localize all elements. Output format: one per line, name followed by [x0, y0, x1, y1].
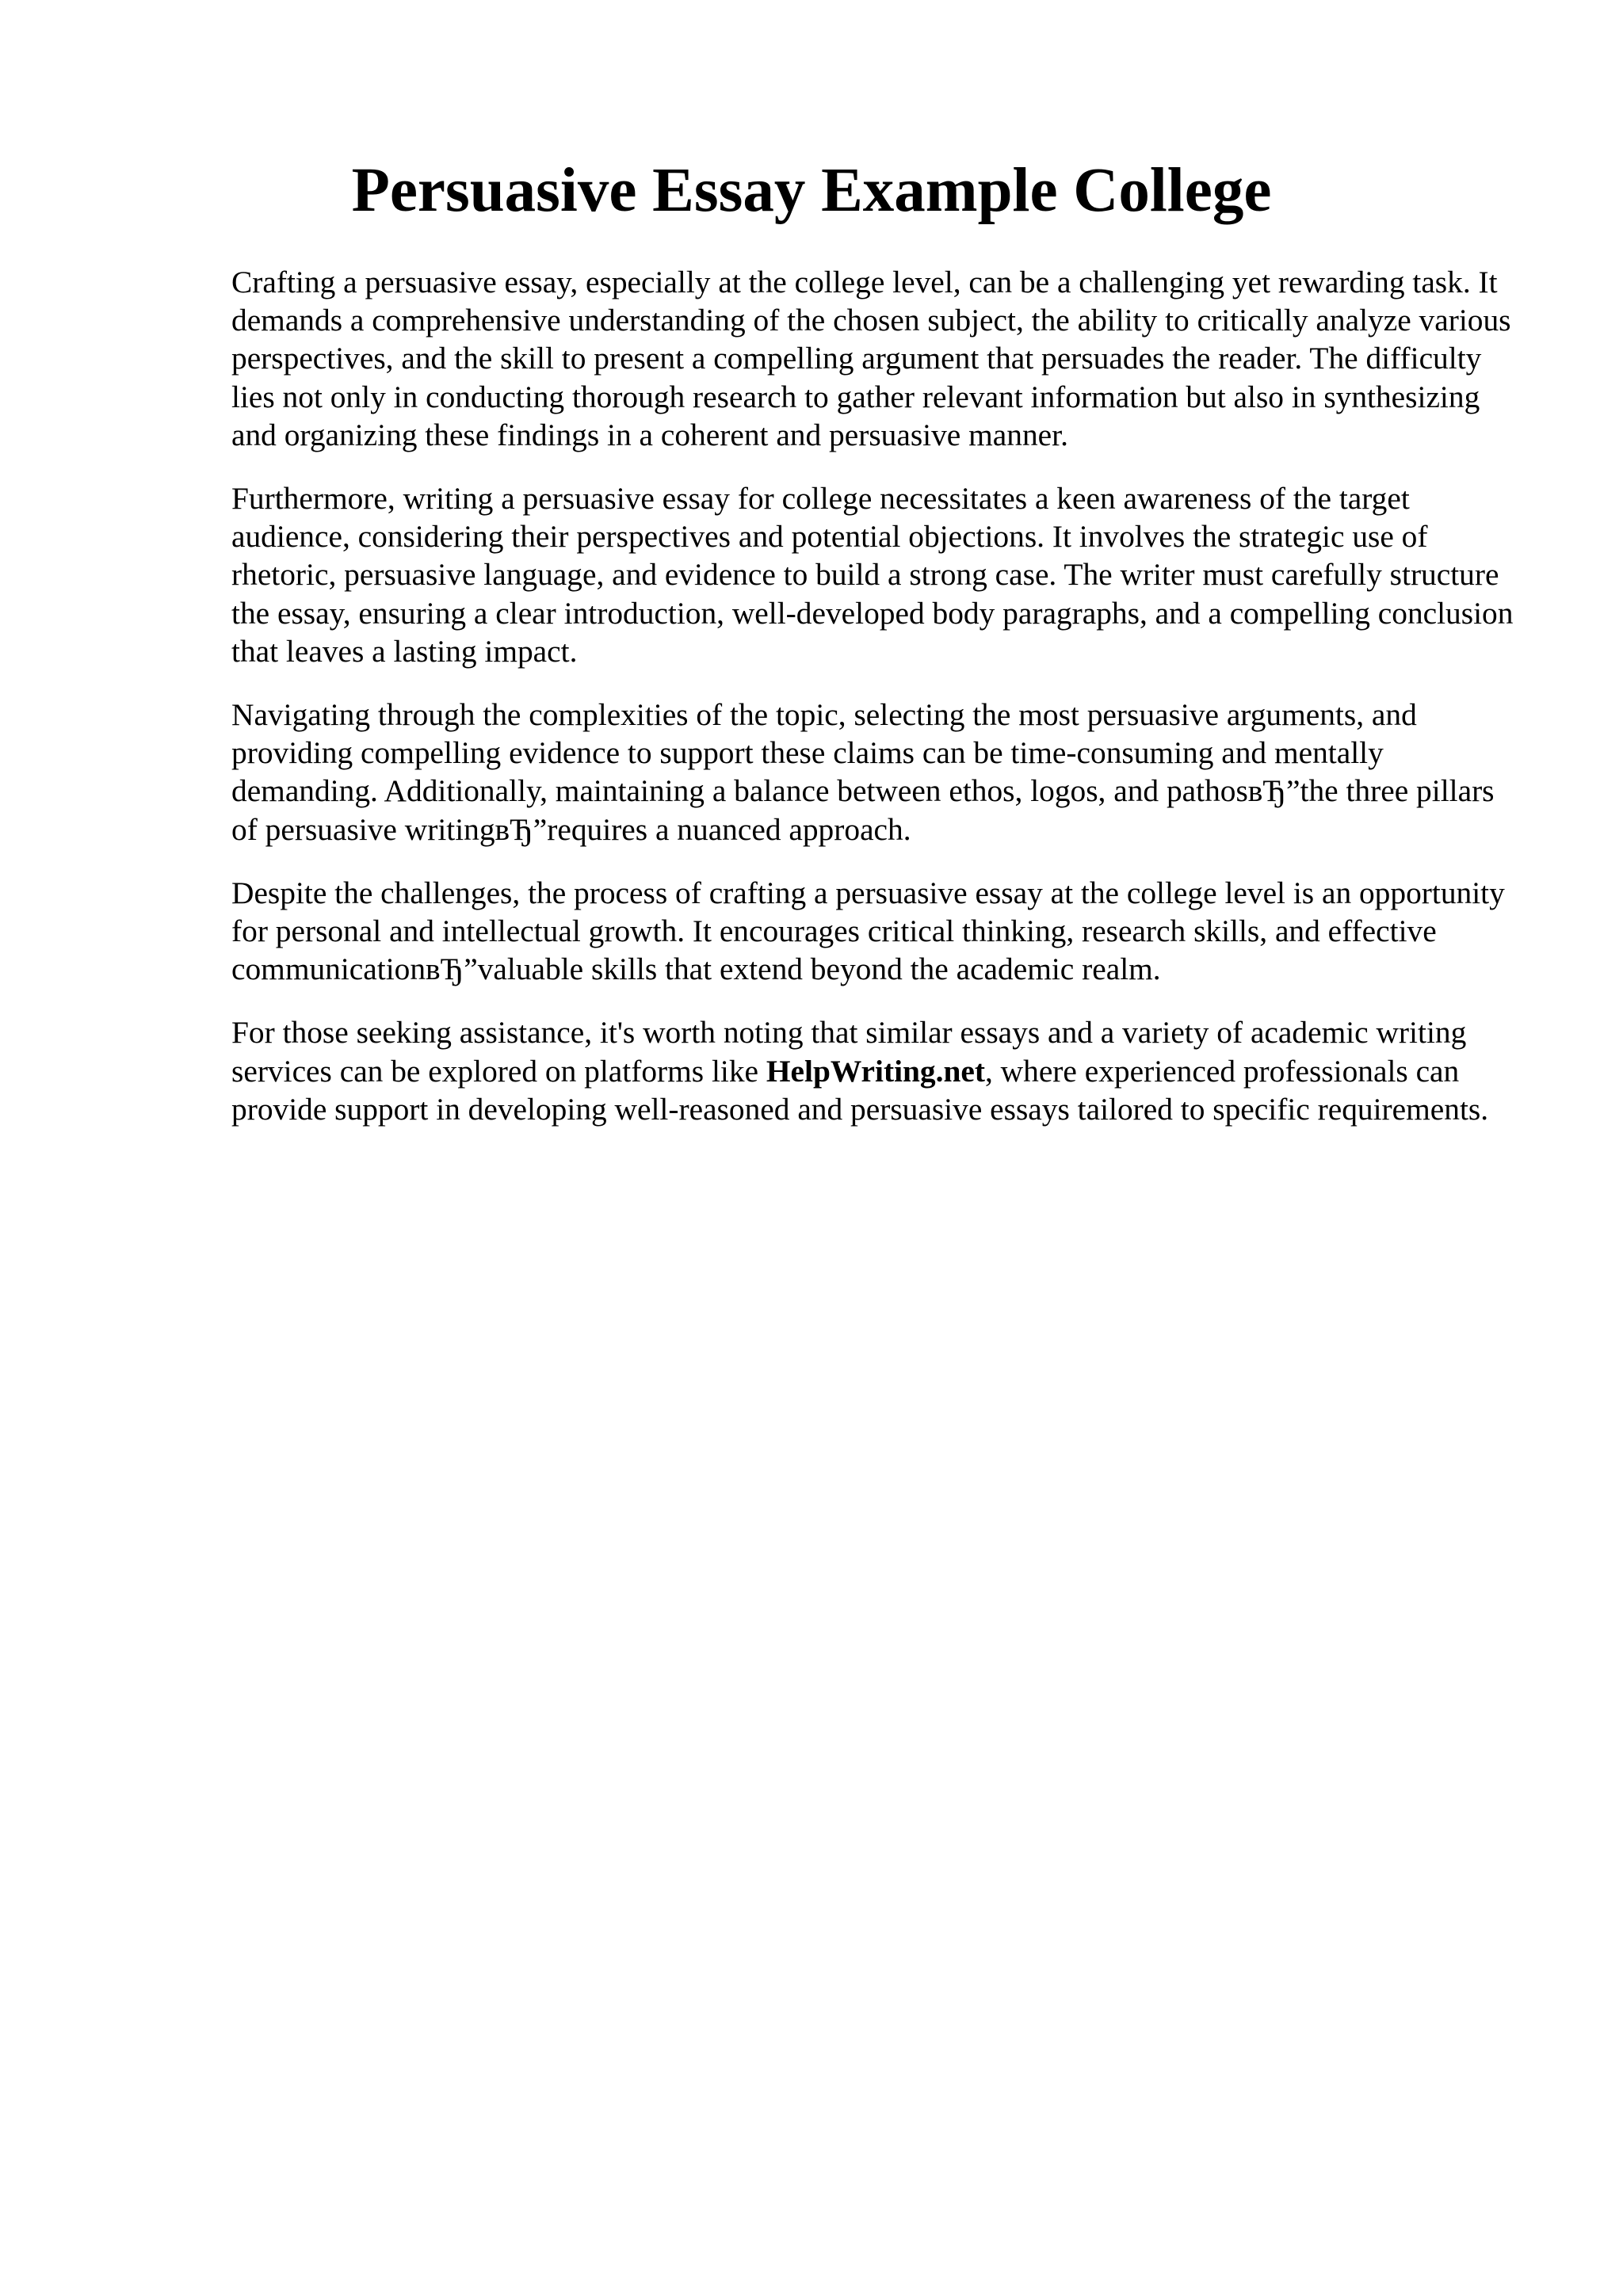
document-body [231, 263, 1515, 1154]
paragraph-3: Navigating through the complexities of the topic, selecting the most persuasive arguments, and providing compelling evidence to support these claims can be time-consuming and mentally demanding. Additionally, maintaining a balance between ethos, logos, and pathosвЂ”the three pillars of persuasive writingвЂ”requires a nuanced approach. [231, 697, 1495, 847]
paragraph-1: Crafting a persuasive essay, especially at the college level, can be a challenging yet rewarding task. It demands a comprehensive understanding of the chosen subject, the ability to critically analyze various perspectives, and the skill to present a compelling argument that persuades the reader. The difficulty lies not only in conducting thorough research to gather relevant information but also in synthesizing and organizing these findings in a coherent and persuasive manner. [231, 265, 1511, 452]
paragraph-5-text-before: For those seeking assistance, it's worth noting that similar essays and a variety of academic writing services can be explored on platforms like [231, 1015, 1467, 1089]
helpwriting-link-text: HelpWriting.net [766, 1053, 985, 1089]
paragraph-2: Furthermore, writing a persuasive essay for college necessitates a keen awareness of the target audience, considering their perspectives and potential objections. It involves the strategic use of rhetoric, persuasive language, and evidence to build a strong case. The writer must carefully structure the essay, ensuring a clear introduction, well-developed body paragraphs, and a compelling conclusion that leaves a lasting impact. [231, 481, 1514, 669]
paragraph-4: Despite the challenges, the process of crafting a persuasive essay at the college level is an opportunity for personal and intellectual growth. It encourages critical thinking, research skills, and effective communicationвЂ”valuable skills that extend beyond the academic realm. [231, 875, 1505, 987]
paragraph-5 [231, 1013, 1515, 1128]
paragraph-5-text-after: , where experienced professionals can provide support in developing well-reasoned and persuasive essays tailored to specific requirements. [231, 1053, 1489, 1127]
document-title: Persuasive Essay Example College [351, 156, 1272, 225]
